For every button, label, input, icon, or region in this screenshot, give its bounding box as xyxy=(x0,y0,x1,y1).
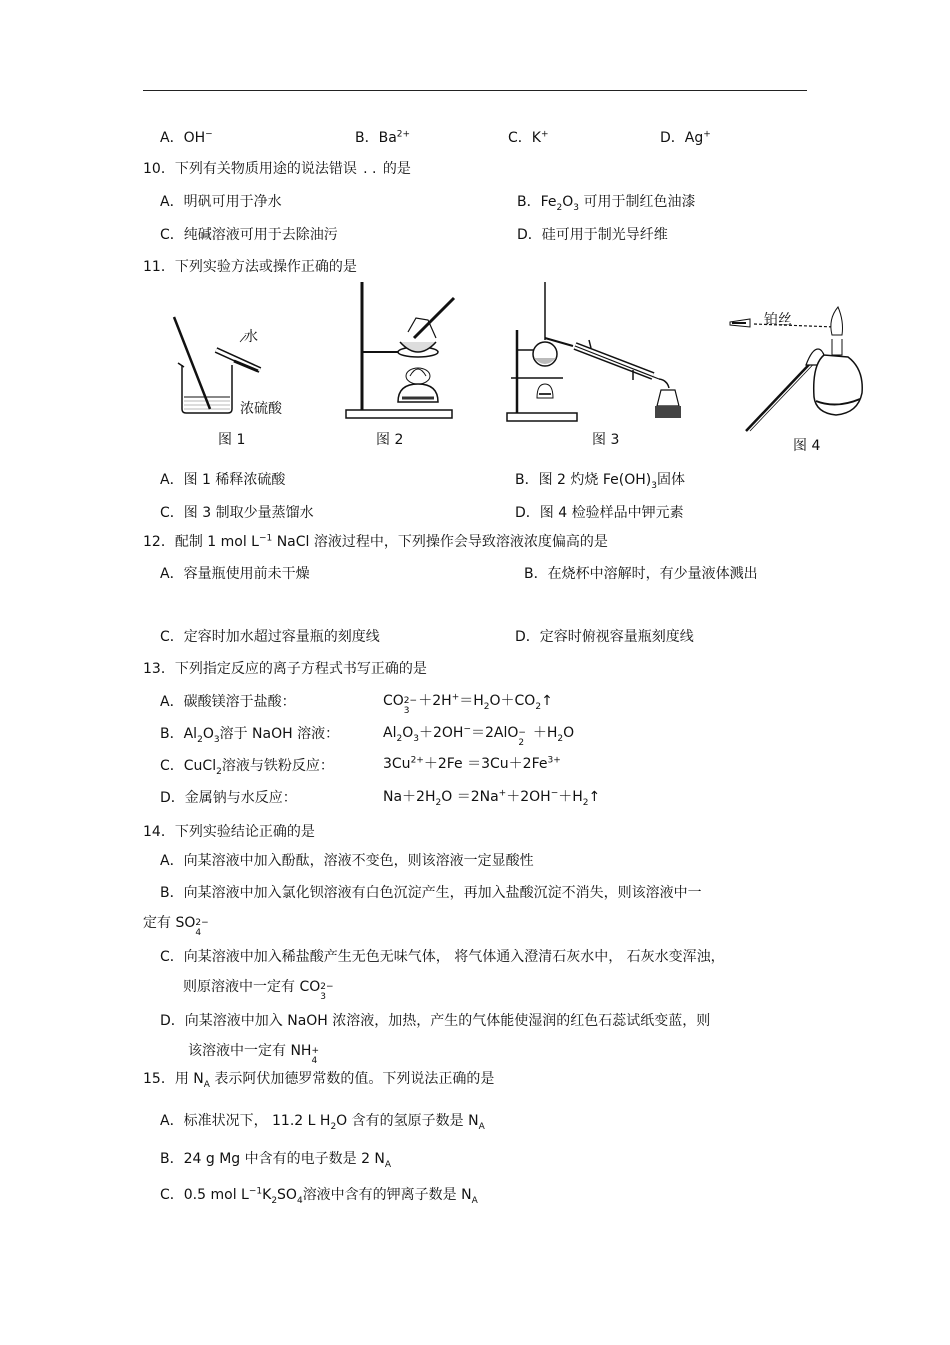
distillation-apparatus-icon xyxy=(503,280,693,425)
q14-option-b-line2: 定有 SO 4 2− xyxy=(143,915,209,938)
q14-option-a: A．向某溶液中加入酚酞，溶液不变色，则该溶液一定显酸性 xyxy=(160,853,534,869)
figure-2-caption: 图 2 xyxy=(376,432,404,448)
q13-option-c-label: C．CuCl$_2$溶液与铁粉反应： xyxy=(160,758,334,777)
q12-option-d: D．定容时俯视容量瓶刻度线 xyxy=(515,629,694,645)
q11-option-d: D．图 4 检验样品中钾元素 xyxy=(515,505,684,521)
q13-option-c-equation: $3Cu^{2+}+2Fe =3Cu+2Fe^{3+}$ xyxy=(383,755,561,772)
header-rule xyxy=(143,90,807,91)
figure-2-crucible-heating xyxy=(338,280,468,444)
fig1-acid-label: 浓硫酸 xyxy=(240,401,282,417)
q15-stem: 15．用 $N_A$ 表示阿伏加德罗常数的值。下列说法正确的是 xyxy=(143,1071,495,1090)
q12-stem: 12．配制 1 mol $L^{-1}$ NaCl 溶液过程中，下列操作会导致溶液浓度偏高的是 xyxy=(143,533,608,550)
q13-option-a-label: A．碳酸镁溶于盐酸： xyxy=(160,694,296,710)
q10-option-d: D．硅可用于制光导纤维 xyxy=(517,227,668,243)
beaker-glass-rod-icon xyxy=(170,305,290,415)
q10-option-b: B．$Fe_2O_3$ 可用于制红色油漆 xyxy=(517,194,696,213)
q14-option-d-line2: 该溶液中一定有 NH 4 + xyxy=(188,1043,319,1066)
flame-test-lamp-icon xyxy=(728,305,878,440)
q12-option-b: B．在烧杯中溶解时，有少量液体溅出 xyxy=(524,566,758,582)
q9-option-a: A．OH− xyxy=(160,129,213,146)
q9-option-d: D．Ag+ xyxy=(660,129,711,146)
figure-3-caption: 图 3 xyxy=(592,432,620,448)
q11-stem: 11．下列实验方法或操作正确的是 xyxy=(143,259,357,275)
q13-stem: 13．下列指定反应的离子方程式书写正确的是 xyxy=(143,661,427,677)
q15-option-a: A．标准状况下， 11.2 L $H_2O$ 含有的氢原子数是 $N_A$ xyxy=(160,1113,485,1132)
q15-option-b: B．24 g Mg 中含有的电子数是 2 $N_A$ xyxy=(160,1151,392,1170)
q13-option-a-equation: CO 3 2− $+2H^+=H_2O+CO_2↑$ xyxy=(383,692,553,716)
q11-option-a: A．图 1 稀释浓硫酸 xyxy=(160,472,286,488)
fig4-platinum-wire-label: 铂丝 xyxy=(764,312,792,328)
q9-option-b: B．$Ba^{2+}$ xyxy=(355,129,411,146)
q14-option-c-line2: 则原溶液中一定有 CO 3 2− xyxy=(183,979,334,1002)
q13-option-d-equation: $Na+2H_2O$ $=2Na^++2OH^-+H_2↑$ xyxy=(383,788,601,808)
q14-option-c-line1: C．向某溶液中加入稀盐酸产生无色无味气体， 将气体通入澄清石灰水中， 石灰水变浑浊， xyxy=(160,949,725,965)
q12-option-a: A．容量瓶使用前未干燥 xyxy=(160,566,310,582)
q14-option-b-line1: B．向某溶液中加入氯化钡溶液有白色沉淀产生，再加入盐酸沉淀不消失，则该溶液中一 xyxy=(160,885,702,901)
figure-4-flame-test xyxy=(728,305,878,444)
q14-option-d-line1: D．向某溶液中加入 NaOH 浓溶液，加热，产生的气体能使湿润的红色石蕊试纸变蓝，则 xyxy=(160,1013,711,1029)
q14-stem: 14．下列实验结论正确的是 xyxy=(143,824,315,840)
q10-option-a: A．明矾可用于净水 xyxy=(160,194,282,210)
q11-option-c: C．图 3 制取少量蒸馏水 xyxy=(160,505,314,521)
q13-option-b-equation: $Al_2O_3+2OH^-=2AlO$ 2 − $+H_2O$ xyxy=(383,724,575,748)
figure-1-caption: 图 1 xyxy=(218,432,246,448)
q13-option-b-label: B．$Al_2O_3$溶于 NaOH 溶液： xyxy=(160,726,340,745)
figure-4-caption: 图 4 xyxy=(793,438,821,454)
fig1-water-label: 水 xyxy=(244,329,258,345)
q11-option-b: B．图 2 灼烧 $Fe(OH)_3$固体 xyxy=(515,472,685,491)
q10-stem: 10．下列有关物质用途的说法错误 . . 的是 xyxy=(143,161,411,177)
q15-option-c: C．0.5 mol $L^{-1}K_2SO_4$溶液中含有的钾离子数是 $N_A$ xyxy=(160,1186,478,1206)
q12-option-c: C．定容时加水超过容量瓶的刻度线 xyxy=(160,629,380,645)
q9-option-c: C．K+ xyxy=(508,129,549,146)
q10-option-c: C．纯碱溶液可用于去除油污 xyxy=(160,227,338,243)
q13-option-d-label: D．金属钠与水反应： xyxy=(160,790,297,806)
ring-stand-burner-icon xyxy=(338,280,468,440)
figure-3-distillation xyxy=(503,280,693,429)
